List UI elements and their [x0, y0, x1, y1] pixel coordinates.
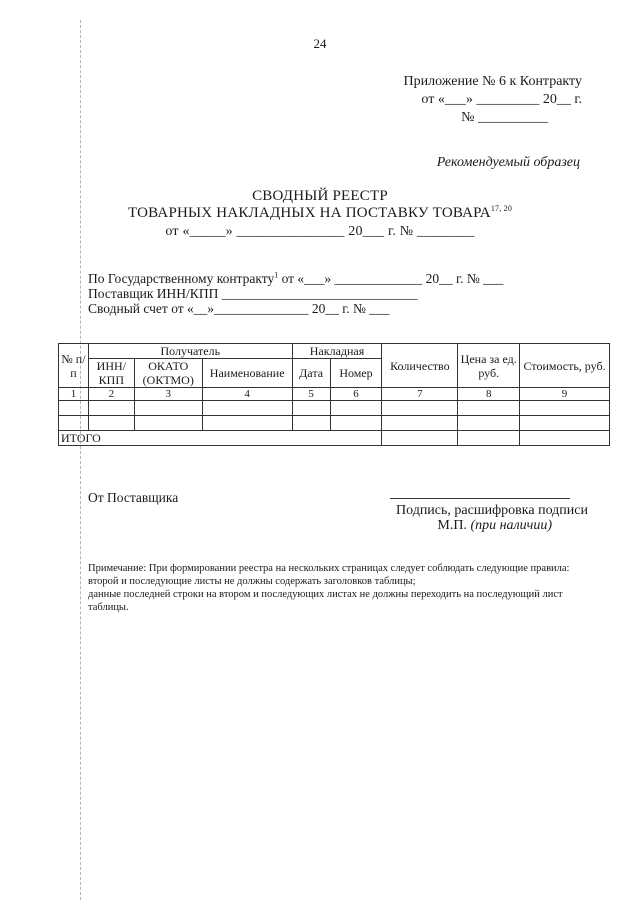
total-label: ИТОГО	[59, 431, 382, 446]
note-line-3: данные последней строки на втором и последующих листах не должны переходить на последующий лист	[88, 589, 563, 600]
header-inn: ИНН/ КПП	[88, 359, 134, 388]
signature-line	[390, 498, 570, 499]
title-footnote-ref: 17, 20	[490, 204, 513, 213]
contract-label: По Государственному контракту	[88, 271, 275, 286]
col-number: 9	[520, 388, 610, 401]
header-waybill: Накладная	[292, 344, 382, 359]
appendix-line-1: Приложение № 6 к Контракту	[403, 74, 582, 89]
recommended-sample: Рекомендуемый образец	[436, 155, 580, 170]
header-price: Цена за ед. руб.	[458, 344, 520, 388]
header-okato: ОКАТО (ОКТМО)	[134, 359, 202, 388]
supplier-field: Поставщик ИНН/КПП _____________________________	[88, 286, 418, 301]
contract-date-number: от «___» _____________ 20__ г. № ___	[278, 271, 504, 286]
header-number: Номер	[330, 359, 382, 388]
page-number: 24	[313, 36, 327, 51]
header-recipient: Получатель	[88, 344, 292, 359]
col-number: 7	[382, 388, 458, 401]
total-row	[59, 431, 610, 446]
header-quantity: Количество	[382, 344, 458, 388]
stamp-caption	[437, 517, 552, 534]
title-line-2	[0, 205, 640, 222]
from-supplier-label: От Поставщика	[88, 490, 179, 505]
note-line-2: второй и последующие листы не должны содержать заголовков таблицы;	[88, 576, 416, 587]
table-row	[59, 416, 610, 431]
col-number: 3	[134, 388, 202, 401]
invoice-field: Сводный счет от «__»______________ 20__ г. № ___	[88, 301, 390, 316]
table-row	[59, 401, 610, 416]
col-number: 1	[59, 388, 89, 401]
col-number: 4	[202, 388, 292, 401]
header-name: Наименование	[202, 359, 292, 388]
register-table	[58, 343, 610, 446]
binding-margin-line	[80, 20, 81, 900]
note-line-4: таблицы.	[88, 602, 129, 613]
header-num: № п/п	[59, 344, 89, 388]
title-line-2-text: ТОВАРНЫХ НАКЛАДНЫХ НА ПОСТАВКУ ТОВАРА	[127, 205, 491, 221]
appendix-line-2: от «___» _________ 20__ г.	[421, 92, 582, 107]
stamp-condition: (при наличии)	[470, 518, 552, 533]
appendix-line-3: № __________	[461, 110, 548, 125]
col-number: 6	[330, 388, 382, 401]
contract-footnote-ref: 1	[274, 270, 279, 280]
col-number: 5	[292, 388, 330, 401]
col-number: 2	[88, 388, 134, 401]
title-line-3: от «_____» _______________ 20___ г. № ________	[165, 224, 475, 239]
header-date: Дата	[292, 359, 330, 388]
contract-field	[88, 271, 503, 287]
note-line-1: Примечание: При формировании реестра на нескольких страницах следует соблюдать следующие правила:	[88, 563, 570, 574]
header-cost: Стоимость, руб.	[520, 344, 610, 388]
signature-caption: Подпись, расшифровка подписи	[395, 503, 588, 518]
title-line-1: СВОДНЫЙ РЕЕСТР	[252, 188, 388, 204]
stamp-label: М.П.	[437, 518, 471, 533]
col-number: 8	[458, 388, 520, 401]
